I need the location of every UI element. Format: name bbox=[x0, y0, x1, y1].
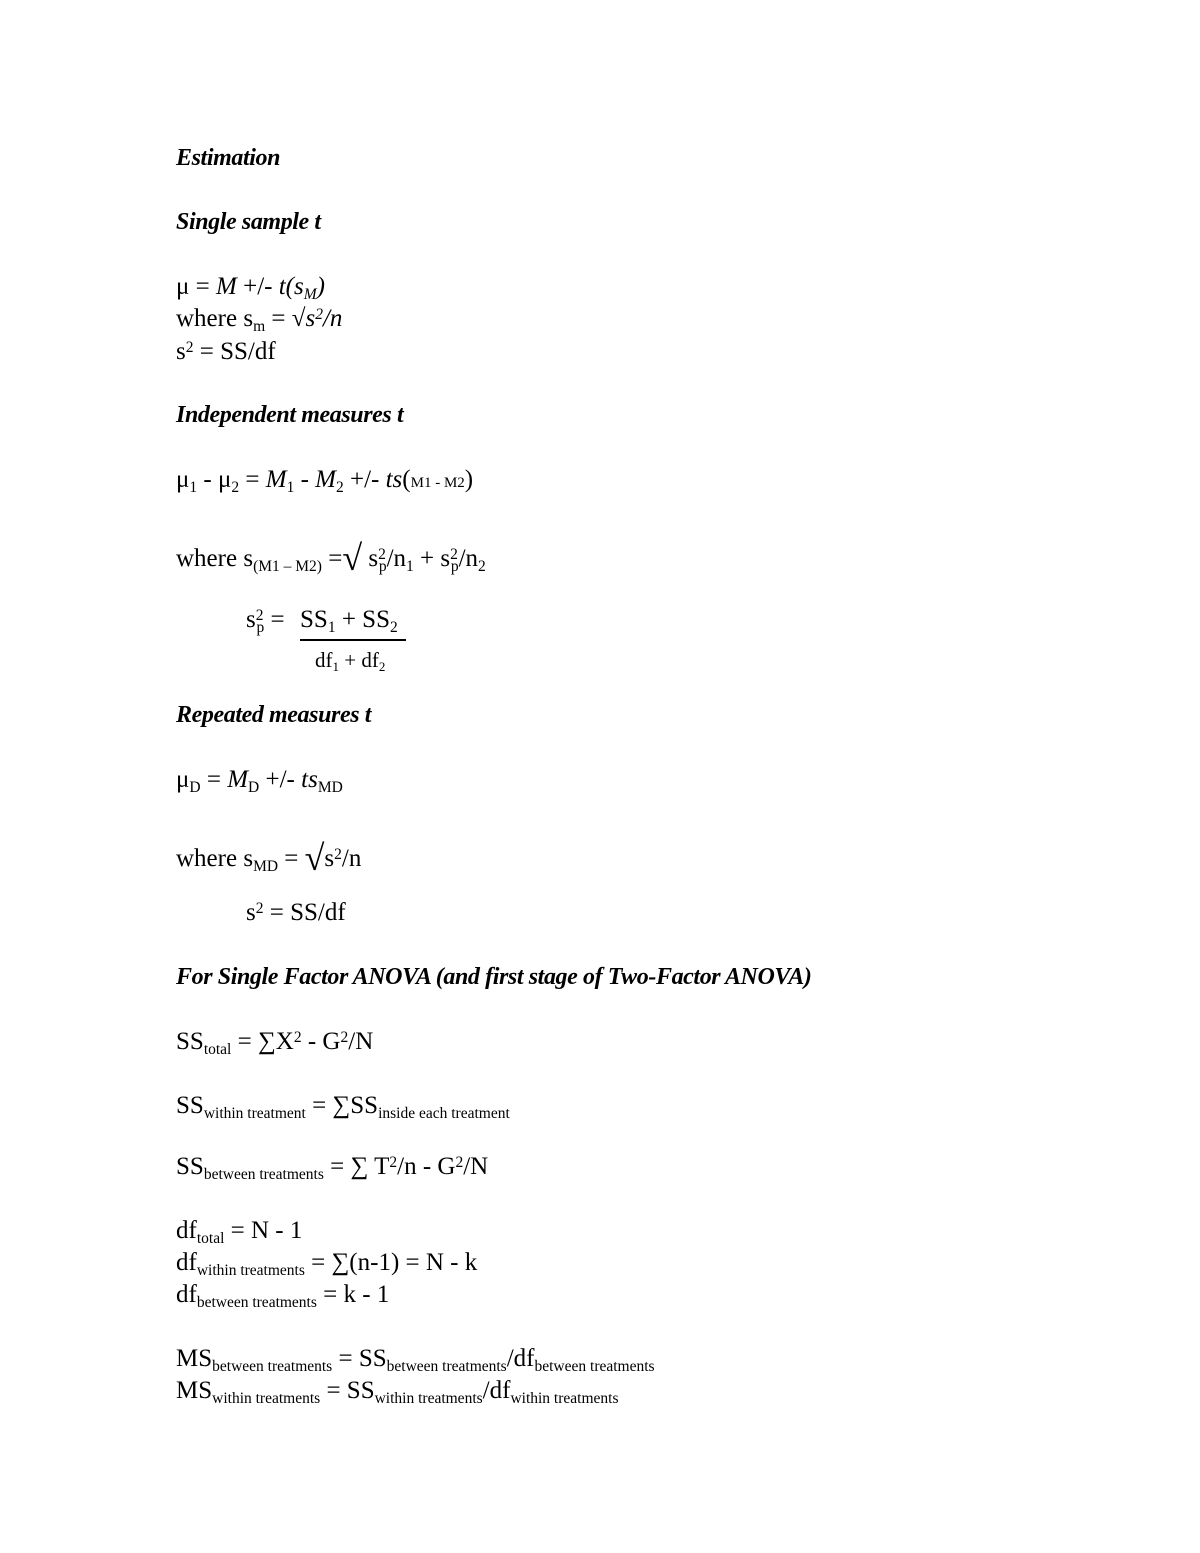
where-text: where s bbox=[176, 845, 254, 872]
plus-minus: +/- bbox=[343, 466, 386, 493]
heading-independent-measures-t: Independent measures t bbox=[176, 402, 404, 428]
formula-ms-within bbox=[176, 1377, 619, 1407]
over-df: /df bbox=[506, 1345, 535, 1372]
sub-d: D bbox=[248, 778, 260, 796]
sub-within-treatments: within treatments bbox=[510, 1389, 619, 1407]
sub-between-treatments: between treatments bbox=[212, 1357, 333, 1375]
over-n: /n bbox=[386, 545, 407, 572]
over-n: /N bbox=[463, 1153, 489, 1180]
sub-2: 2 bbox=[231, 478, 240, 496]
sum-n-minus-1: = ∑(n-1) = N - k bbox=[304, 1249, 478, 1276]
equals-ss: = SS bbox=[320, 1377, 375, 1404]
plus-minus: +/- bbox=[236, 273, 279, 300]
over-n: /n bbox=[458, 545, 479, 572]
minus-g: - G bbox=[301, 1028, 341, 1055]
sup-2: 2 bbox=[315, 306, 323, 324]
where-text: where s bbox=[176, 545, 254, 572]
formula-df-total bbox=[176, 1217, 303, 1247]
formula-df-between bbox=[176, 1281, 390, 1311]
sub-p: p bbox=[378, 557, 387, 575]
df-1: df bbox=[315, 648, 333, 672]
ss-1: SS bbox=[300, 606, 328, 633]
sub-2: 2 bbox=[478, 557, 486, 575]
sub-m: m bbox=[253, 317, 266, 335]
plus-df: + df bbox=[339, 648, 379, 672]
sub-2: 2 bbox=[389, 618, 398, 636]
over-n-minus-g: /n - G bbox=[397, 1153, 456, 1180]
over-n: /N bbox=[348, 1028, 374, 1055]
s-variable: s bbox=[246, 606, 256, 633]
sup-2: 2 bbox=[389, 1154, 398, 1172]
equals: = bbox=[278, 845, 305, 872]
sub-1: 1 bbox=[327, 618, 336, 636]
sup-2: 2 bbox=[334, 846, 342, 864]
sub-d: D bbox=[189, 778, 201, 796]
sub-within-treatments: within treatments bbox=[212, 1389, 321, 1407]
sup-2: 2 bbox=[450, 546, 458, 564]
df: df bbox=[176, 1281, 197, 1308]
sup-2: 2 bbox=[293, 1029, 302, 1047]
minus: - bbox=[294, 466, 316, 493]
mu-symbol: μ bbox=[217, 466, 232, 493]
equals-ss: = SS bbox=[332, 1345, 387, 1372]
sub-m: M bbox=[303, 285, 317, 303]
sup-2: 2 bbox=[378, 546, 386, 564]
sub-between-treatments: between treatments bbox=[386, 1357, 507, 1375]
heading-single-sample-t: Single sample t bbox=[176, 209, 321, 235]
sup-2: 2 bbox=[255, 607, 264, 625]
s-variable: s bbox=[246, 899, 256, 926]
sub-within-treatments: within treatments bbox=[374, 1389, 483, 1407]
s-variable: s bbox=[176, 338, 186, 365]
ms: MS bbox=[176, 1377, 213, 1404]
minus: - bbox=[197, 466, 218, 493]
sub-total: total bbox=[196, 1229, 225, 1247]
sub-md: MD bbox=[253, 857, 279, 875]
fraction-bar bbox=[300, 639, 406, 641]
sub-between-treatments: between treatments bbox=[203, 1165, 324, 1183]
ts-term: ts bbox=[385, 466, 403, 493]
formula-independent-se bbox=[176, 536, 486, 578]
over-n: /n bbox=[322, 305, 343, 332]
formula-repeated-mu bbox=[176, 766, 343, 796]
sub-p: p bbox=[450, 557, 459, 575]
sub-within-treatments: within treatments bbox=[196, 1261, 305, 1279]
sub-1: 1 bbox=[332, 659, 340, 675]
paren-close: ) bbox=[316, 273, 325, 300]
sup-2: 2 bbox=[340, 1029, 349, 1047]
mu-symbol: μ bbox=[176, 273, 190, 300]
sub-m1-m2: (M1 – M2) bbox=[253, 557, 322, 575]
sub-1: 1 bbox=[406, 557, 414, 575]
formula-repeated-s2 bbox=[246, 900, 346, 925]
heading-anova: For Single Factor ANOVA (and first stage of Two-Factor ANOVA) bbox=[176, 964, 812, 990]
formula-ms-between bbox=[176, 1345, 655, 1375]
formula-ss-within bbox=[176, 1092, 510, 1122]
mu-symbol: μ bbox=[176, 466, 190, 493]
sub-1: 1 bbox=[286, 478, 295, 496]
formula-repeated-se bbox=[176, 836, 362, 878]
paren-open: ( bbox=[402, 466, 411, 493]
sub-md: MD bbox=[317, 778, 343, 796]
sub-1: 1 bbox=[189, 478, 198, 496]
pooled-numerator bbox=[300, 606, 398, 636]
over-df: /df bbox=[482, 1377, 511, 1404]
ss: SS bbox=[176, 1092, 204, 1119]
sample-mean: M bbox=[216, 273, 237, 300]
sup-2: 2 bbox=[455, 1154, 464, 1172]
mean-2: M bbox=[315, 466, 336, 493]
mean-d: M bbox=[227, 766, 249, 793]
sub-2: 2 bbox=[378, 659, 386, 675]
sum-x: = ∑X bbox=[231, 1028, 294, 1055]
sup-2: 2 bbox=[185, 339, 194, 357]
s-variable: s bbox=[324, 845, 335, 872]
ss: SS bbox=[176, 1153, 204, 1180]
formula-df-within bbox=[176, 1249, 478, 1279]
sub-inside-each-treatment: inside each treatment bbox=[378, 1104, 510, 1122]
sub-between-treatments: between treatments bbox=[196, 1293, 317, 1311]
ss-over-df: = SS/df bbox=[193, 338, 276, 365]
mu-symbol: μ bbox=[176, 766, 190, 793]
paren-close: ) bbox=[464, 466, 474, 493]
sub-between-treatments: between treatments bbox=[534, 1357, 655, 1375]
sqrt-symbol: √ bbox=[342, 538, 363, 578]
formula-independent-mu bbox=[176, 466, 474, 496]
formula-single-s2 bbox=[176, 339, 276, 364]
sqrt-symbol: √ bbox=[291, 305, 306, 332]
t-term: t(s bbox=[278, 273, 304, 300]
equals: = bbox=[321, 545, 343, 572]
sub-p: p bbox=[256, 618, 265, 636]
equals: = bbox=[264, 606, 285, 633]
s-variable: s bbox=[305, 305, 316, 332]
formula-single-mu bbox=[176, 273, 325, 303]
ss: SS bbox=[176, 1028, 204, 1055]
equals: = bbox=[265, 305, 292, 332]
n-minus-1: = N - 1 bbox=[224, 1217, 303, 1244]
plus-ss: + SS bbox=[335, 606, 390, 633]
equals: = bbox=[189, 273, 217, 300]
k-minus-1: = k - 1 bbox=[316, 1281, 390, 1308]
sum-t: = ∑ T bbox=[323, 1153, 390, 1180]
formula-ss-total bbox=[176, 1028, 374, 1058]
sup-2: 2 bbox=[255, 900, 264, 918]
sub-2: 2 bbox=[335, 478, 344, 496]
ms: MS bbox=[176, 1345, 213, 1372]
df: df bbox=[176, 1217, 197, 1244]
sum-ss: = ∑SS bbox=[305, 1092, 379, 1119]
sqrt-symbol: √ bbox=[304, 838, 325, 878]
heading-repeated-measures-t: Repeated measures t bbox=[176, 702, 372, 728]
sub-within-treatment: within treatment bbox=[203, 1104, 306, 1122]
df: df bbox=[176, 1249, 197, 1276]
equals: = bbox=[200, 766, 228, 793]
s-variable: s bbox=[362, 545, 379, 572]
formula-ss-between bbox=[176, 1153, 489, 1183]
sub-total: total bbox=[203, 1040, 232, 1058]
where-text: where s bbox=[176, 305, 254, 332]
plus-minus: +/- bbox=[259, 766, 302, 793]
over-n: /n bbox=[341, 845, 362, 872]
heading-estimation: Estimation bbox=[176, 145, 281, 171]
plus-s: + s bbox=[413, 545, 451, 572]
pooled-denominator bbox=[315, 648, 386, 675]
ss-over-df: = SS/df bbox=[263, 899, 346, 926]
ts-term: ts bbox=[301, 766, 318, 793]
formula-pooled-lhs bbox=[246, 606, 285, 636]
formula-single-sm bbox=[176, 305, 343, 335]
sub-m1-m2: M1 - M2 bbox=[410, 475, 465, 491]
mean-1: M bbox=[265, 466, 287, 493]
equals: = bbox=[239, 466, 266, 493]
